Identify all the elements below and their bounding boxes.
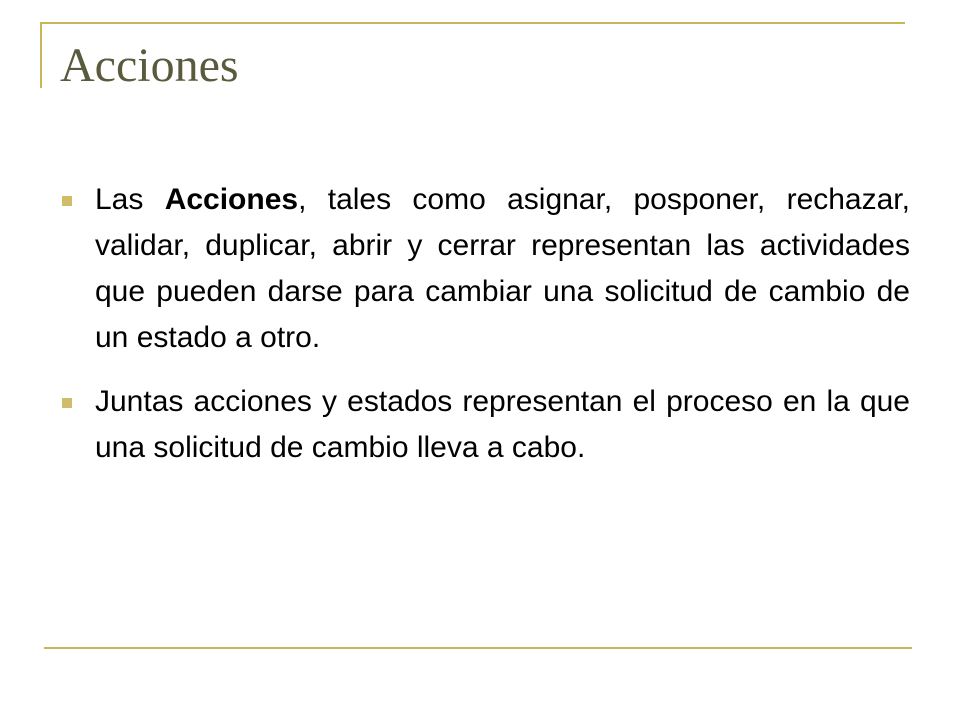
bullet-item-acciones bbox=[62, 177, 910, 361]
bullet-text-post: , tales como asignar, posponer, rechazar, validar, duplicar, abrir y cerrar representan las actividades que pueden darse para cambiar una solicitud de cambio de un estado a otro. bbox=[95, 183, 910, 354]
top-decorative-rule bbox=[41, 22, 905, 24]
bullet-list bbox=[62, 177, 910, 489]
slide-title: Acciones bbox=[60, 39, 239, 92]
bottom-decorative-rule bbox=[44, 647, 912, 649]
bullet-text-bold: Acciones bbox=[164, 183, 299, 216]
left-decorative-rule bbox=[40, 22, 42, 88]
square-bullet-icon bbox=[62, 398, 72, 408]
bullet-item-juntas bbox=[62, 379, 910, 471]
square-bullet-icon bbox=[62, 196, 72, 206]
bullet-text: Juntas acciones y estados representan el proceso en la que una solicitud de cambio lleva a cabo. bbox=[95, 385, 910, 464]
bullet-text-pre: Las bbox=[95, 183, 165, 216]
